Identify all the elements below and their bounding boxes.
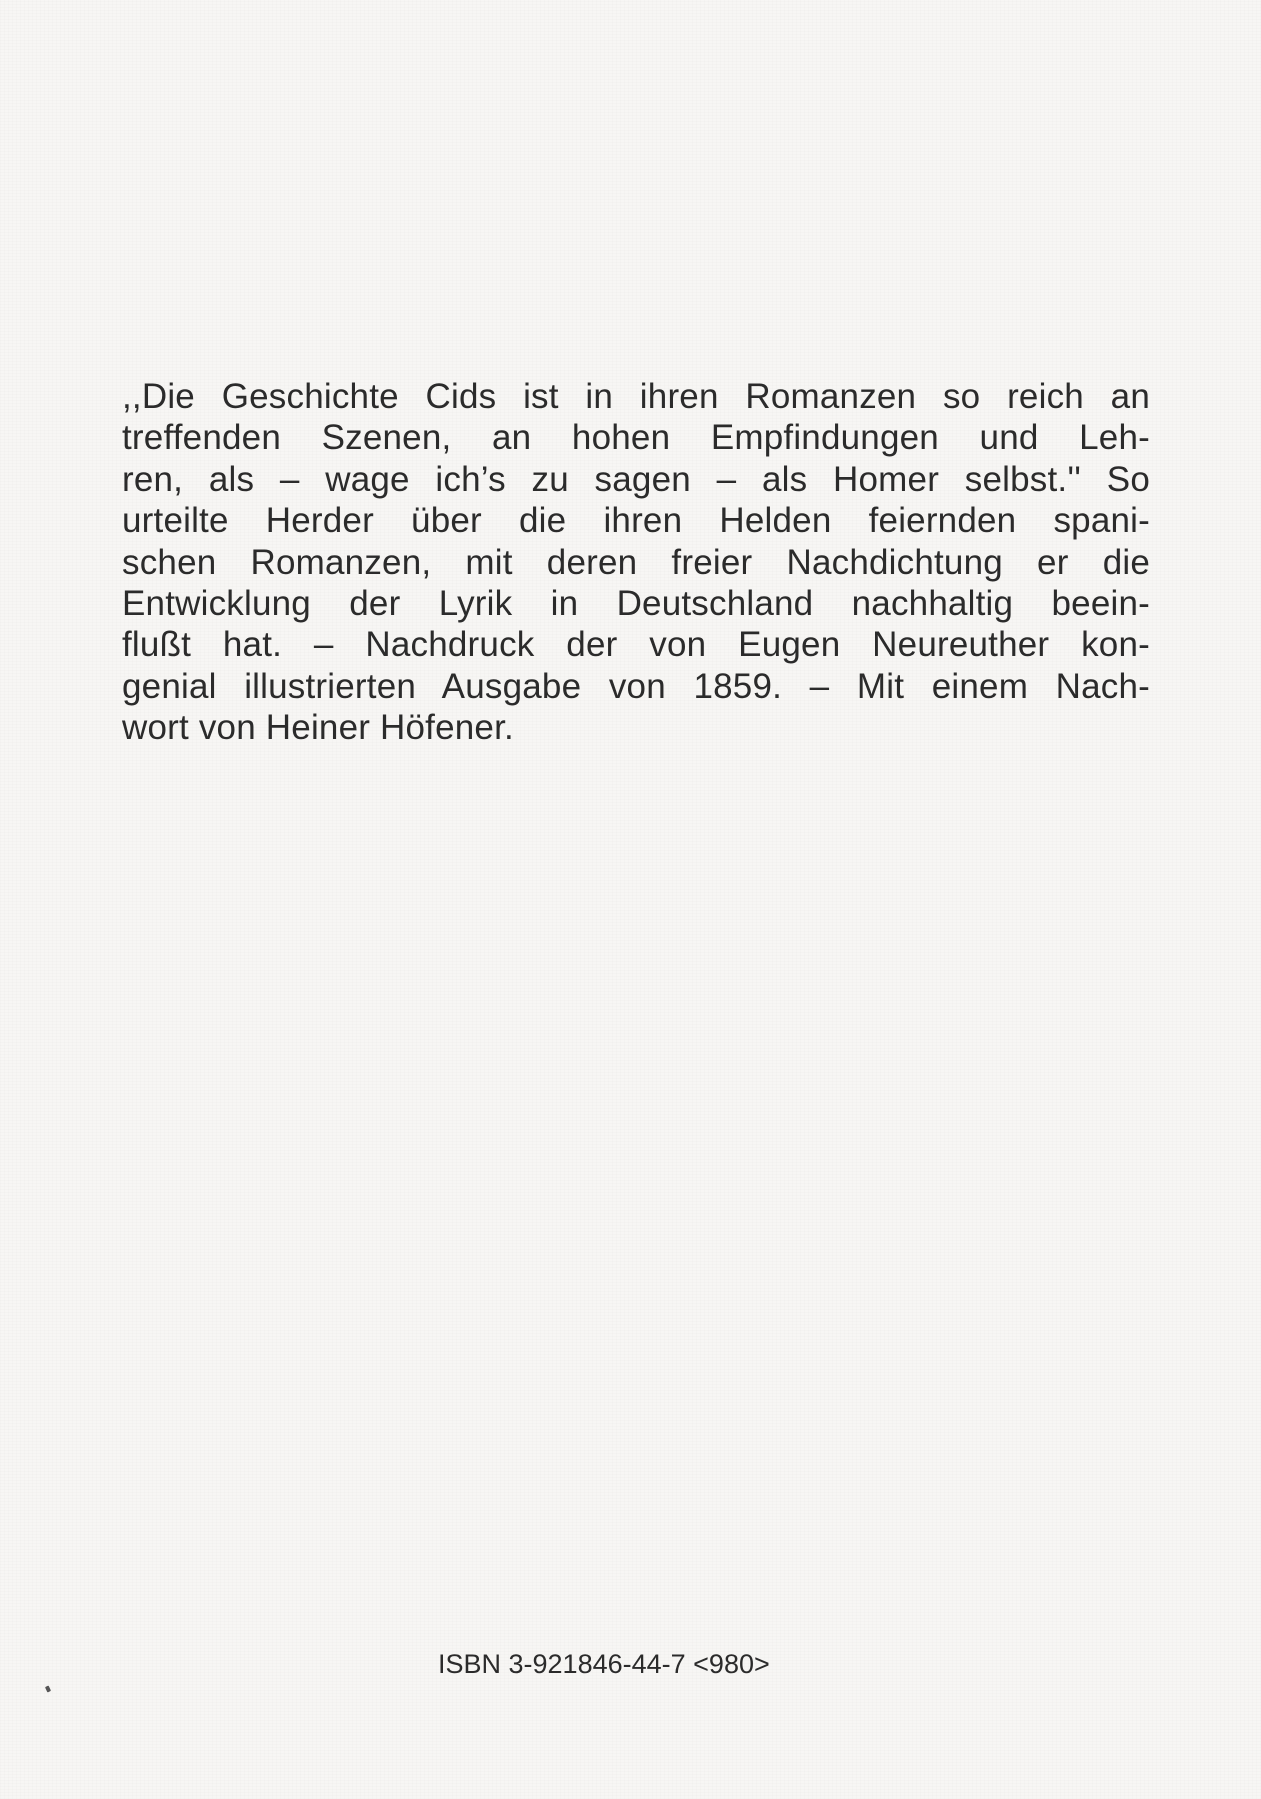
blurb-line: urteilte Herder über die ihren Helden feiernden spani- [122, 501, 1150, 541]
blurb-line: ,,Die Geschichte Cids ist in ihren Romanzen so reich an [122, 377, 1150, 416]
blurb-paragraph [122, 376, 1150, 749]
blurb-line: flußt hat. – Nachdruck der von Eugen Neureuther kon- [122, 625, 1150, 665]
blurb-line: genial illustrierten Ausgabe von 1859. – Mit einem Nach- [122, 666, 1150, 706]
scan-speck [45, 1685, 51, 1692]
blurb-line: schen Romanzen, mit deren freier Nachdichtung er die [122, 542, 1150, 582]
blurb-line: wort von Heiner Höfener. [122, 708, 514, 748]
blurb-line: treffenden Szenen, an hohen Empfindungen und Leh- [122, 418, 1150, 458]
blurb-line: ren, als – wage ich’s zu sagen – als Homer selbst.'' So [122, 459, 1150, 499]
blurb-line: Entwicklung der Lyrik in Deutschland nachhaltig beein- [122, 583, 1150, 623]
isbn-line: ISBN 3-921846-44-7 <980> [438, 1649, 770, 1679]
